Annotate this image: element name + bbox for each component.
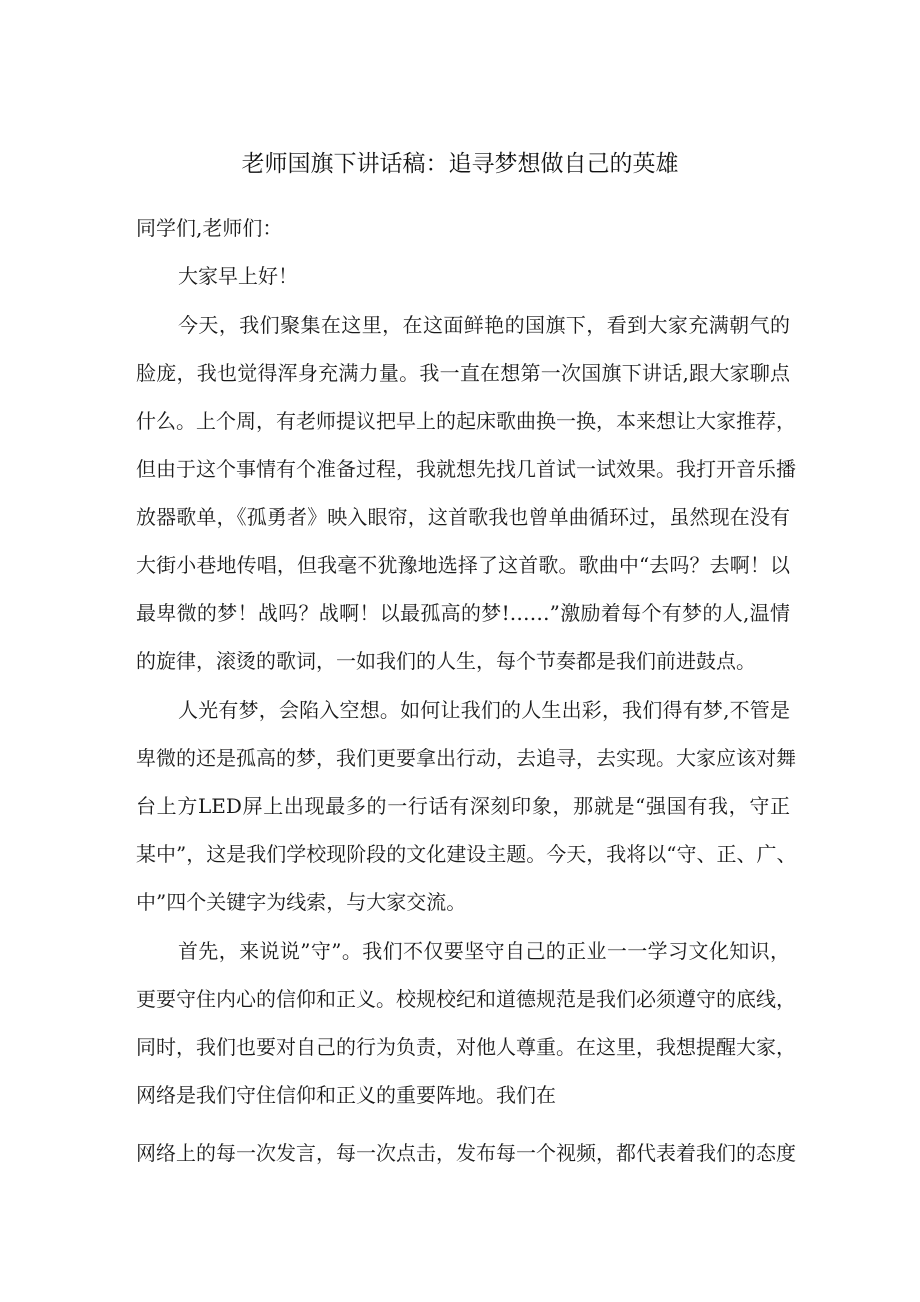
document-title: 老师国旗下讲话稿：追寻梦想做自己的英雄 [241, 151, 679, 177]
paragraph-line: 同时，我们也要对自己的行为负责，对他人尊重。在这里，我想提醒大家， [136, 1035, 796, 1059]
paragraph-line: 网络上的每一次发言，每一次点击，发布每一个视频，都代表着我们的态度 [136, 1141, 796, 1165]
salutation: 同学们,老师们： [136, 216, 283, 240]
paragraph-line: 人光有梦，会陷入空想。如何让我们的人生出彩，我们得有梦,不管是 [178, 698, 790, 722]
paragraph-line: 中”四个关键字为线索，与大家交流。 [136, 890, 467, 914]
paragraph-line: 网络是我们守住信仰和正义的重要阵地。我们在 [136, 1083, 556, 1107]
paragraph-line: 台上方LED屏上出现最多的一行话有深刻印象，那就是“强国有我，守正 [136, 794, 790, 818]
paragraph-line: 什么。上个周，有老师提议把早上的起床歌曲换一换，本来想让大家推荐， [136, 409, 796, 433]
paragraph-line: 卑微的还是孤高的梦，我们更要拿出行动，去追寻，去实现。大家应该对舞 [136, 746, 796, 770]
paragraph-line: 更要守住内心的信仰和正义。校规校纪和道德规范是我们必须遵守的底线， [136, 987, 796, 1011]
paragraph-line: 大街小巷地传唱，但我毫不犹豫地选择了这首歌。歌曲中“去吗？去啊！以 [136, 553, 790, 577]
paragraph-line: 最卑微的梦！战吗？战啊！以最孤高的梦!……”激励着每个有梦的人,温情 [136, 601, 790, 625]
paragraph-line: 但由于这个事情有个准备过程，我就想先找几首试一试效果。我打开音乐播 [136, 457, 796, 481]
paragraph-line: 今天，我们聚集在这里，在这面鲜艳的国旗下，看到大家充满朝气的 [178, 313, 790, 337]
paragraph-line: 首先，来说说”守”。我们不仅要坚守自己的正业一一学习文化知识， [178, 939, 790, 963]
paragraph-line: 脸庞，我也觉得浑身充满力量。我一直在想第一次国旗下讲话,跟大家聊点 [136, 361, 790, 385]
greeting: 大家早上好！ [178, 264, 298, 288]
paragraph-line: 的旋律，滚烫的歌词，一如我们的人生，每个节奏都是我们前进鼓点。 [136, 649, 756, 673]
paragraph-line: 放器歌单，《孤勇者》映入眼帘，这首歌我也曾单曲循环过，虽然现在没有 [136, 505, 790, 529]
paragraph-line: 某中”，这是我们学校现阶段的文化建设主题。今天，我将以“守、正、广、 [136, 842, 797, 866]
